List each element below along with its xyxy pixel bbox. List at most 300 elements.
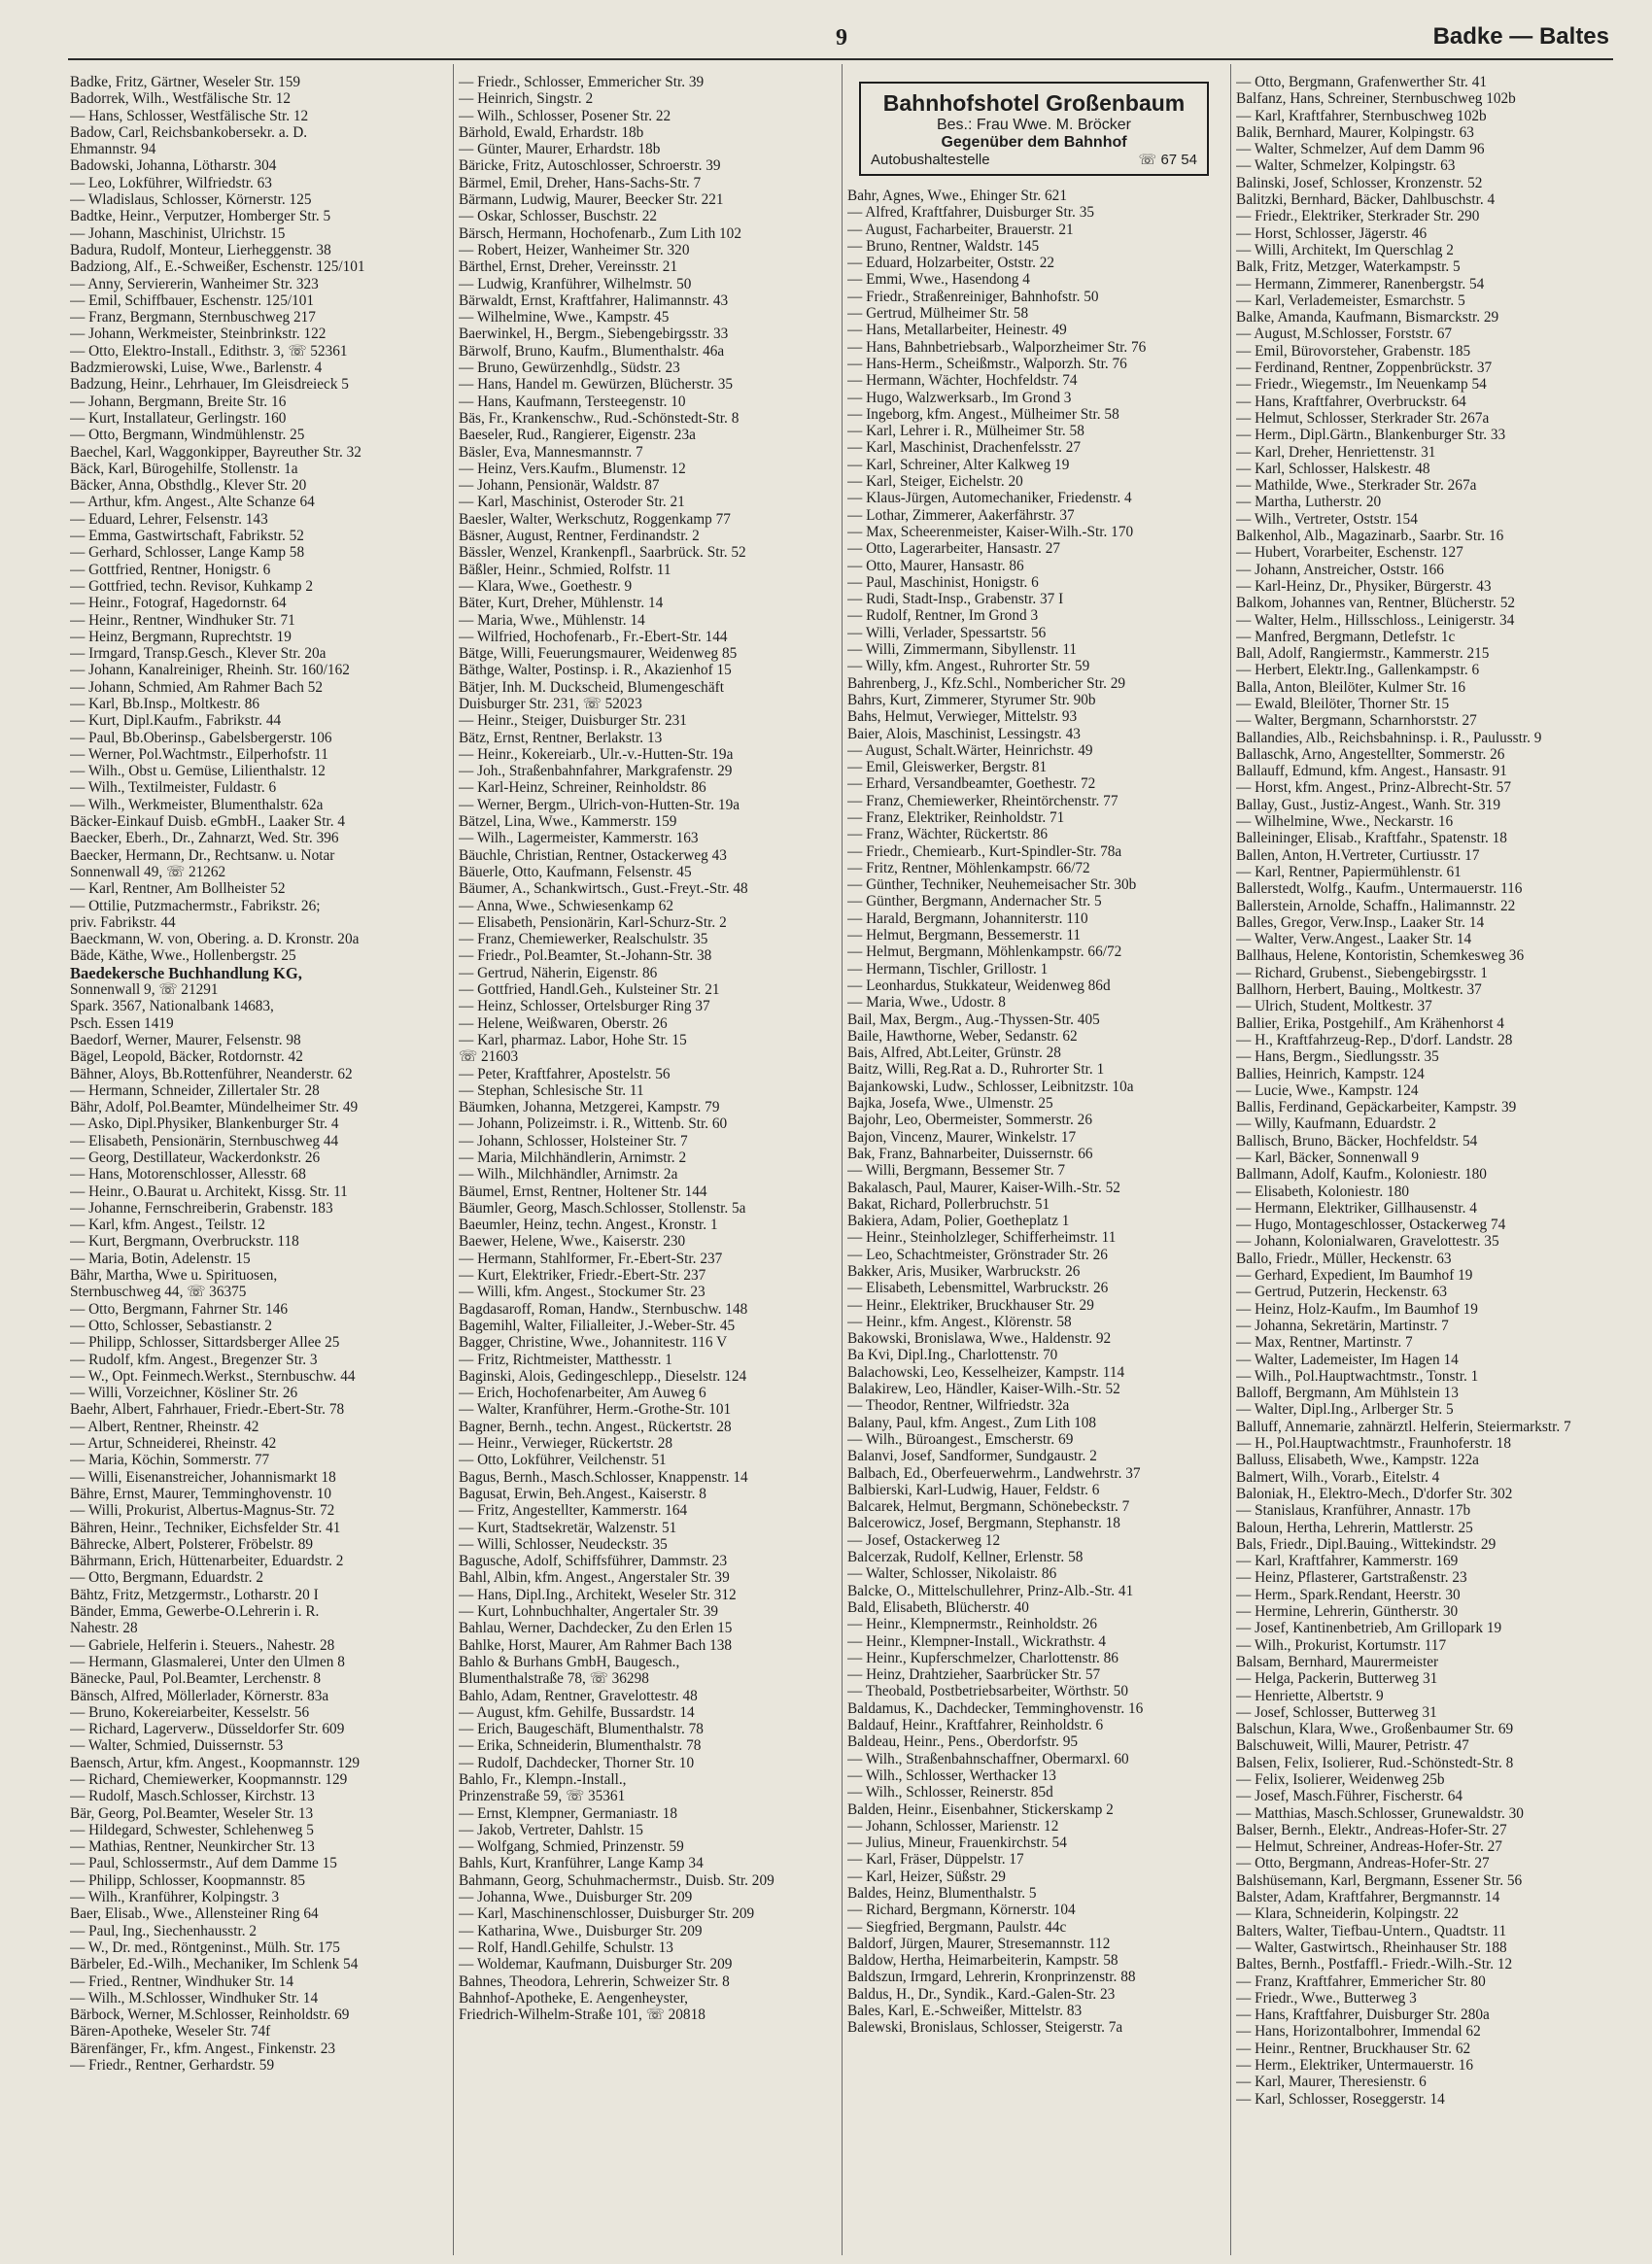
directory-entry: — Otto, Schlosser, Sebastianstr. 2: [70, 1317, 273, 1334]
directory-entry: — Hans, Motorenschlosser, Allesstr. 68: [70, 1166, 306, 1183]
directory-entry: — Wolfgang, Schmied, Prinzenstr. 59: [459, 1838, 684, 1856]
directory-entry: — August, Facharbeiter, Brauerstr. 21: [847, 221, 1074, 238]
directory-entry: — Paul, Schlossermstr., Auf dem Damme 15: [70, 1855, 337, 1872]
directory-entry: Bärbock, Werner, M.Schlosser, Reinholdstr. 69: [70, 2007, 350, 2024]
directory-entry: — Felix, Isolierer, Weidenweg 25b: [1236, 1770, 1445, 1788]
directory-entry: Balachowski, Leo, Kesselheizer, Kampstr. 114: [847, 1363, 1125, 1381]
directory-entry: Balbierski, Karl-Ludwig, Hauer, Feldstr. 6: [847, 1481, 1100, 1498]
directory-entry: Baloun, Hertha, Lehrerin, Mattlerstr. 25: [1236, 1519, 1473, 1536]
directory-entry: — August, Schalt.Wärter, Heinrichstr. 49: [847, 741, 1093, 759]
directory-entry: — W., Opt. Feinmech.Werkst., Sternbuschw. 44: [70, 1367, 356, 1385]
directory-entry: — Wladislaus, Schlosser, Körnerstr. 125: [70, 191, 312, 209]
directory-entry: priv. Fabrikstr. 44: [70, 913, 176, 931]
directory-entry: Balmert, Wilh., Vorarb., Eitelstr. 4: [1236, 1468, 1440, 1486]
directory-entry: Bätge, Willi, Feuerungsmaurer, Weidenweg 85: [459, 645, 738, 663]
directory-entry: — Hermann, Stahlformer, Fr.-Ebert-Str. 237: [459, 1250, 723, 1267]
directory-entry: Baedorf, Werner, Maurer, Felsenstr. 98: [70, 1031, 301, 1048]
directory-entry: — Herm., Dipl.Gärtn., Blankenburger Str. 33: [1236, 427, 1506, 444]
ad-owner: Bes.: Frau Wwe. M. Bröcker: [936, 117, 1132, 133]
directory-entry: — Heinr., Klempnermstr., Reinholdstr. 26: [847, 1616, 1098, 1633]
directory-entry: Bagusat, Erwin, Beh.Angest., Kaiserstr. 8: [459, 1485, 706, 1502]
directory-entry: — Kurt, Bergmann, Overbruckstr. 118: [70, 1233, 299, 1251]
directory-entry: — Richard, Chemiewerker, Koopmannstr. 129: [70, 1770, 348, 1788]
directory-entry: Baecker, Hermann, Dr., Rechtsanw. u. Notar: [70, 846, 335, 864]
directory-entry: — Alfred, Kraftfahrer, Duisburger Str. 35: [847, 204, 1094, 222]
directory-entry: — Helmut, Bergmann, Möhlenkampstr. 66/72: [847, 943, 1122, 961]
directory-entry: — Gabriele, Helferin i. Steuers., Nahestr. 28: [70, 1636, 335, 1654]
directory-entry: Bahnes, Theodora, Lehrerin, Schweizer Str. 8: [459, 1972, 730, 1990]
directory-entry: Badtke, Heinr., Verputzer, Homberger Str. 5: [70, 208, 331, 225]
directory-entry: — Karl, Steiger, Eichelstr. 20: [847, 473, 1023, 491]
directory-entry: — Franz, Chemiewerker, Realschulstr. 35: [459, 931, 708, 948]
directory-entry: — Gertrud, Näherin, Eigenstr. 86: [459, 964, 658, 981]
directory-entry: Ballier, Erika, Postgehilf., Am Krähenhorst 4: [1236, 1014, 1504, 1032]
ad-stop: Autobushaltestelle: [871, 152, 990, 168]
directory-entry: Bahlau, Werner, Dachdecker, Zu den Erlen 15: [459, 1620, 733, 1637]
directory-entry: — Lothar, Zimmerer, Aakerfährstr. 37: [847, 506, 1075, 524]
directory-entry: — Peter, Kraftfahrer, Apostelstr. 56: [459, 1065, 671, 1082]
directory-entry: — Heinr., Steinholzleger, Schifferheimstr. 11: [847, 1229, 1117, 1247]
directory-entry: — Ludwig, Kranführer, Wilhelmstr. 50: [459, 275, 692, 292]
directory-entry: — Helmut, Bergmann, Bessemerstr. 11: [847, 927, 1082, 944]
ad-title: Bahnhofshotel Großenbaum: [882, 90, 1186, 116]
directory-entry: Baehr, Albert, Fahrhauer, Friedr.-Ebert-Str. 78: [70, 1401, 345, 1419]
directory-entry: Ballandies, Alb., Reichsbahninsp. i. R., Paulusstr. 9: [1236, 729, 1542, 746]
directory-entry: — Karl, pharmaz. Labor, Hohe Str. 15: [459, 1031, 687, 1048]
directory-entry: — Heinz, Bergmann, Ruprechtstr. 19: [70, 628, 292, 645]
directory-entry: Bärbeler, Ed.-Wilh., Mechaniker, Im Schlenk 54: [70, 1956, 359, 1973]
directory-entry: — Erich, Baugeschäft, Blumenthalstr. 78: [459, 1721, 704, 1738]
directory-entry: — Lucie, Wwe., Kampstr. 124: [1236, 1081, 1419, 1099]
directory-entry: Balsen, Felix, Isolierer, Rud.-Schönstedt-Str. 8: [1236, 1754, 1514, 1771]
column-divider: [1230, 64, 1231, 2255]
directory-entry: Bail, Max, Bergm., Aug.-Thyssen-Str. 405: [847, 1011, 1100, 1028]
directory-entry: Bals, Friedr., Dipl.Bauing., Wittekindstr. 29: [1236, 1535, 1497, 1553]
directory-entry: — Hans, Bahnbetriebsarb., Walporzheimer Str. 76: [847, 338, 1147, 356]
directory-entry: — Kurt, Elektriker, Friedr.-Ebert-Str. 237: [459, 1267, 706, 1285]
directory-entry: Baile, Hawthorne, Weber, Sedanstr. 62: [847, 1027, 1078, 1045]
directory-entry: — Ulrich, Student, Moltkestr. 37: [1236, 998, 1432, 1015]
directory-entry: — Erika, Schneiderin, Blumenthalstr. 78: [459, 1737, 702, 1755]
directory-entry: Bähre, Ernst, Maurer, Temminghovenstr. 10: [70, 1485, 332, 1502]
directory-entry: — Karl-Heinz, Schreiner, Reinholdstr. 86: [459, 779, 706, 797]
directory-entry: Ballhorn, Herbert, Bauing., Moltkestr. 37: [1236, 981, 1482, 999]
directory-entry: Balbach, Ed., Oberfeuerwehrm., Landwehrstr. 37: [847, 1464, 1141, 1482]
directory-entry: — Wilh., Lagermeister, Kammerstr. 163: [459, 830, 699, 847]
directory-entry: — Wilh., Kranführer, Kolpingstr. 3: [70, 1889, 280, 1906]
directory-entry: — Manfred, Bergmann, Detlefstr. 1c: [1236, 628, 1456, 645]
directory-entry: Balfanz, Hans, Schreiner, Sternbuschweg 102b: [1236, 90, 1516, 108]
directory-entry: Bakker, Aris, Musiker, Warbruckstr. 26: [847, 1263, 1081, 1280]
directory-entry: Baeckmann, W. von, Obering. a. D. Kronstr. 20a: [70, 931, 360, 948]
directory-entry: — Josef, Kantinenbetrieb, Am Grillopark 19: [1236, 1620, 1502, 1637]
directory-entry: — Heinr., Kupferschmelzer, Charlottenstr. 86: [847, 1649, 1119, 1666]
directory-entry: Badziong, Alf., E.-Schweißer, Eschenstr. 125/101: [70, 258, 365, 276]
directory-entry: — Martha, Lutherstr. 20: [1236, 494, 1382, 511]
directory-entry: — Wilh., Schlosser, Reinerstr. 85d: [847, 1784, 1053, 1801]
directory-entry: Badzung, Heinr., Lehrhauer, Im Gleisdreieck 5: [70, 376, 349, 394]
directory-entry: Baldamus, K., Dachdecker, Temminghovenstr. 16: [847, 1699, 1144, 1717]
directory-entry: Ballauff, Edmund, kfm. Angest., Hansastr. 91: [1236, 763, 1507, 780]
directory-entry: — Otto, Lagerarbeiter, Hansastr. 27: [847, 540, 1060, 558]
directory-entry: — Rudolf, Masch.Schlosser, Kirchstr. 13: [70, 1788, 315, 1805]
directory-entry: — Walter, Gastwirtsch., Rheinhauser Str. 188: [1236, 1938, 1507, 1956]
directory-entry: — Helene, Weißwaren, Oberstr. 26: [459, 1014, 668, 1032]
directory-entry: — Hildegard, Schwester, Schlehenweg 5: [70, 1821, 314, 1838]
directory-entry: — Günther, Bergmann, Andernacher Str. 5: [847, 893, 1102, 910]
directory-entry: — Wilh., Vertreter, Oststr. 154: [1236, 510, 1418, 528]
directory-entry: Bahl, Albin, kfm. Angest., Angerstaler Str. 39: [459, 1569, 730, 1587]
directory-entry: — Friedr., Schlosser, Emmericher Str. 39: [459, 74, 705, 90]
directory-entry: Ballmann, Adolf, Kaufm., Koloniestr. 180: [1236, 1166, 1487, 1183]
directory-entry: — Hermine, Lehrerin, Güntherstr. 30: [1236, 1603, 1459, 1621]
directory-entry: Balla, Anton, Bleilöter, Kulmer Str. 16: [1236, 678, 1466, 696]
directory-entry: Bässler, Wenzel, Krankenpfl., Saarbrück. Str. 52: [459, 544, 746, 562]
directory-entry: Badzmierowski, Luise, Wwe., Barlenstr. 4: [70, 360, 323, 377]
directory-entry: Bäs, Fr., Krankenschw., Rud.-Schönstedt-Str. 8: [459, 409, 740, 427]
directory-entry: — Heinz, Drahtzieher, Saarbrücker Str. 57: [847, 1666, 1101, 1684]
directory-entry: Ballerstein, Arnolde, Schaffn., Halimannstr. 22: [1236, 897, 1516, 914]
directory-entry: — Richard, Grubenst., Siebengebirgsstr. 1: [1236, 964, 1488, 981]
directory-entry: — Robert, Heizer, Wanheimer Str. 320: [459, 241, 690, 258]
directory-entry: — Gerhard, Schlosser, Lange Kamp 58: [70, 544, 305, 562]
directory-entry: Balluff, Annemarie, zahnärztl. Helferin, Steiermarkstr. 7: [1236, 1418, 1571, 1435]
directory-entry: — Heinr., kfm. Angest., Klörenstr. 58: [847, 1313, 1072, 1330]
directory-entry: Balcarek, Helmut, Bergmann, Schönebeckstr. 7: [847, 1498, 1130, 1516]
directory-entry: Bais, Alfred, Abt.Leiter, Grünstr. 28: [847, 1045, 1061, 1062]
directory-entry: — Horst, kfm. Angest., Prinz-Albrecht-Str. 57: [1236, 779, 1511, 797]
directory-entry: — Franz, Wächter, Rückertstr. 86: [847, 826, 1048, 843]
directory-entry: — Kurt, Dipl.Kaufm., Fabrikstr. 44: [70, 712, 282, 730]
directory-entry: — Herm., Elektriker, Untermauerstr. 16: [1236, 2057, 1474, 2075]
directory-entry: Ballis, Ferdinand, Gepäckarbeiter, Kampstr. 39: [1236, 1099, 1517, 1116]
directory-entry: Bär, Georg, Pol.Beamter, Weseler Str. 13: [70, 1804, 314, 1822]
directory-entry: Bajka, Josefa, Wwe., Ulmenstr. 25: [847, 1095, 1053, 1113]
directory-entry: — Werner, Pol.Wachtmstr., Eilperhofstr. 11: [70, 745, 328, 763]
directory-entry: Bätzel, Lina, Wwe., Kammerstr. 159: [459, 813, 677, 831]
directory-entry: — Oskar, Schlosser, Buschstr. 22: [459, 208, 657, 225]
directory-entry: — Bruno, Gewürzenhdlg., Südstr. 23: [459, 360, 680, 377]
directory-entry: — Franz, Bergmann, Sternbuschweg 217: [70, 309, 316, 326]
directory-entry: Baldeau, Heinr., Pens., Oberdorfstr. 95: [847, 1733, 1079, 1751]
directory-entry: — Josef, Ostackerweg 12: [847, 1531, 1001, 1549]
directory-entry: — Walter, Schmelzer, Auf dem Damm 96: [1236, 141, 1485, 158]
directory-entry: Balitzki, Bernhard, Bäcker, Dahlbuschstr. 4: [1236, 191, 1496, 209]
directory-entry: — Albert, Rentner, Rheinstr. 42: [70, 1418, 259, 1435]
directory-entry: — Harald, Bergmann, Johanniterstr. 110: [847, 909, 1088, 927]
directory-entry: — Johann, Polizeimstr. i. R., Wittenb. Str. 60: [459, 1115, 728, 1133]
directory-entry: — Leo, Lokführer, Wilfriedstr. 63: [70, 174, 272, 191]
directory-entry: — Ottilie, Putzmachermstr., Fabrikstr. 26;: [70, 897, 321, 914]
directory-entry: — Otto, Maurer, Hansastr. 86: [847, 557, 1024, 574]
directory-entry: Bänsch, Alfred, Möllerlader, Körnerstr. 83a: [70, 1687, 329, 1704]
directory-entry: — Heinr., Fotograf, Hagedornstr. 64: [70, 595, 287, 612]
directory-entry: Balden, Heinr., Eisenbahner, Stickerskamp 2: [847, 1801, 1114, 1818]
directory-entry: — Karl, Maschinist, Drachenfelsstr. 27: [847, 439, 1082, 457]
directory-entry: Bahmann, Georg, Schuhmachermstr., Duisb. Str. 209: [459, 1871, 774, 1889]
running-head: Badke — Baltes: [1432, 23, 1609, 50]
directory-entry: — Walter, Schlosser, Nikolaistr. 86: [847, 1565, 1057, 1583]
directory-entry: — Walter, Kranführer, Herm.-Grothe-Str. 101: [459, 1401, 732, 1419]
directory-entry: Bäck, Karl, Bürogehilfe, Stollenstr. 1a: [70, 460, 298, 477]
directory-entry: Balshüsemann, Karl, Bergmann, Essener Str. 56: [1236, 1871, 1523, 1889]
directory-entry: Balik, Bernhard, Maurer, Kolpingstr. 63: [1236, 123, 1474, 141]
directory-entry: Bäumken, Johanna, Metzgerei, Kampstr. 79: [459, 1099, 720, 1116]
directory-entry: Balewski, Bronislaus, Schlosser, Steigerstr. 7a: [847, 2019, 1123, 2037]
directory-entry: Bäricke, Fritz, Autoschlosser, Schroerstr. 39: [459, 157, 721, 175]
directory-entry: — Johanne, Fernschreiberin, Grabenstr. 183: [70, 1199, 333, 1217]
column-1: [70, 74, 451, 2074]
hotel-advertisement: [859, 82, 1209, 176]
directory-entry: Bakalasch, Paul, Maurer, Kaiser-Wilh.-Str. 52: [847, 1179, 1120, 1196]
directory-entry: — Paul, Maschinist, Honigstr. 6: [847, 573, 1039, 591]
column-divider: [842, 64, 843, 2255]
directory-entry: Bärmann, Ludwig, Maurer, Beecker Str. 221: [459, 191, 724, 209]
directory-entry: Bäsner, August, Rentner, Ferdinandstr. 2: [459, 528, 700, 545]
directory-entry: Ballay, Gust., Justiz-Angest., Wanh. Str. 319: [1236, 796, 1500, 813]
directory-entry: — Karl, Schreiner, Alter Kalkweg 19: [847, 456, 1070, 473]
directory-entry: Bäde, Käthe, Wwe., Hollenbergstr. 25: [70, 947, 296, 965]
directory-entry: — Elisabeth, Lebensmittel, Warbruckstr. 26: [847, 1280, 1109, 1297]
directory-entry: — Wilh., Büroangest., Emscherstr. 69: [847, 1430, 1074, 1448]
directory-entry: Bänder, Emma, Gewerbe-O.Lehrerin i. R.: [70, 1603, 320, 1621]
directory-entry: Ballisch, Bruno, Bäcker, Hochfeldstr. 54: [1236, 1132, 1478, 1149]
directory-entry: Ballo, Friedr., Müller, Heckenstr. 63: [1236, 1250, 1452, 1267]
directory-entry: — Anny, Serviererin, Wanheimer Str. 323: [70, 275, 319, 292]
directory-entry: — Franz, Kraftfahrer, Emmericher Str. 80: [1236, 1972, 1486, 1990]
directory-entry: — Theobald, Postbetriebsarbeiter, Wörthstr. 50: [847, 1683, 1128, 1700]
directory-entry: — Heinr., Rentner, Windhuker Str. 71: [70, 611, 295, 629]
directory-entry: — Heinr., Elektriker, Bruckhauser Str. 29: [847, 1296, 1094, 1314]
directory-entry: — Karl, Bb.Insp., Moltkestr. 86: [70, 695, 260, 712]
directory-entry: — Otto, Bergmann, Eduardstr. 2: [70, 1569, 263, 1587]
directory-entry: Bäumer, A., Schankwirtsch., Gust.-Freyt.-Str. 48: [459, 880, 748, 898]
directory-entry: — Otto, Bergmann, Andreas-Hofer-Str. 27: [1236, 1855, 1490, 1872]
directory-entry: Baedekersche Buchhandlung KG,: [70, 964, 302, 982]
directory-entry: — Wilfried, Hochofenarb., Fr.-Ebert-Str. 144: [459, 628, 728, 645]
directory-entry: — Willy, kfm. Angest., Ruhrorter Str. 59: [847, 658, 1090, 675]
directory-entry: Ballhaus, Helene, Kontoristin, Schemkesweg 36: [1236, 947, 1525, 965]
directory-entry: Bähtz, Fritz, Metzgermstr., Lotharstr. 20 I: [70, 1586, 319, 1603]
directory-entry: — Wilh., Pol.Hauptwachtmstr., Tonstr. 1: [1236, 1367, 1479, 1385]
directory-entry: — Rolf, Handl.Gehilfe, Schulstr. 13: [459, 1938, 673, 1956]
directory-entry: — Karl, Maschinenschlosser, Duisburger Str. 209: [459, 1905, 755, 1923]
directory-entry: — Emil, Bürovorsteher, Grabenstr. 185: [1236, 342, 1471, 360]
directory-entry: — Günter, Maurer, Erhardstr. 18b: [459, 141, 661, 158]
directory-entry: — Otto, Bergmann, Fahrner Str. 146: [70, 1300, 289, 1318]
directory-entry: — Elisabeth, Pensionärin, Karl-Schurz-Str. 2: [459, 913, 727, 931]
directory-entry: — Walter, Schmied, Duissernstr. 53: [70, 1737, 284, 1755]
directory-entry: — Eduard, Lehrer, Felsenstr. 143: [70, 510, 268, 528]
directory-entry: — August, kfm. Gehilfe, Bussardstr. 14: [459, 1703, 695, 1721]
directory-entry: Bales, Karl, E.-Schweißer, Mittelstr. 83: [847, 2003, 1083, 2020]
directory-entry: — Rudolf, Rentner, Im Grond 3: [847, 607, 1039, 625]
directory-entry: — Heinr., Verwieger, Rückertstr. 28: [459, 1435, 673, 1453]
directory-entry: — Klara, Wwe., Goethestr. 9: [459, 577, 633, 595]
directory-entry: — Helmut, Schreiner, Andreas-Hofer-Str. 27: [1236, 1838, 1502, 1856]
directory-entry: — Willy, Kaufmann, Eduardstr. 2: [1236, 1115, 1436, 1133]
directory-entry: Ballerstedt, Wolfg., Kaufm., Untermauerstr. 116: [1236, 880, 1523, 898]
directory-entry: Bäcker, Anna, Obsthdlg., Klever Str. 20: [70, 477, 307, 495]
directory-entry: Balanvi, Josef, Sandformer, Sundgaustr. 2: [847, 1448, 1097, 1465]
directory-entry: Balakirew, Leo, Händler, Kaiser-Wilh.-Str. 52: [847, 1381, 1120, 1398]
directory-entry: Bähner, Aloys, Bb.Rottenführer, Neanderstr. 62: [70, 1065, 353, 1082]
directory-entry: — Helmut, Schlosser, Sterkrader Str. 267a: [1236, 409, 1490, 427]
directory-entry: Bahrenberg, J., Kfz.Schl., Nombericher Str. 29: [847, 674, 1126, 692]
directory-entry: — Maria, Köchin, Sommerstr. 77: [70, 1452, 270, 1469]
directory-entry: Baeseler, Rud., Rangierer, Eigenstr. 23a: [459, 427, 696, 444]
directory-entry: Baier, Alois, Maschinist, Lessingstr. 43: [847, 725, 1081, 742]
column-4: [1236, 74, 1617, 2108]
directory-entry: Bahs, Helmut, Verwieger, Mittelstr. 93: [847, 708, 1078, 726]
directory-entry: — Max, Rentner, Martinstr. 7: [1236, 1334, 1413, 1352]
directory-entry: — Friedr., Elektriker, Sterkrader Str. 290: [1236, 208, 1480, 225]
directory-entry: — Fritz, Angestellter, Kammerstr. 164: [459, 1502, 688, 1520]
directory-entry: — Klaus-Jürgen, Automechaniker, Friedenstr. 4: [847, 490, 1132, 507]
directory-entry: — Ingeborg, kfm. Angest., Mülheimer Str. 58: [847, 405, 1119, 423]
directory-entry: — Walter, Schmelzer, Kolpingstr. 63: [1236, 157, 1456, 175]
directory-entry: — Otto, Lokführer, Veilchenstr. 51: [459, 1452, 667, 1469]
directory-entry: Prinzenstraße 59, ☏ 35361: [459, 1788, 626, 1805]
directory-entry: — Erhard, Versandbeamter, Goethestr. 72: [847, 775, 1096, 793]
directory-entry: — Johann, Pensionär, Waldstr. 87: [459, 477, 660, 495]
directory-entry: — Karl, Schlosser, Roseggerstr. 14: [1236, 2090, 1445, 2108]
directory-entry: — Willi, Zimmermann, Sibyllenstr. 11: [847, 641, 1078, 659]
directory-entry: Bähr, Adolf, Pol.Beamter, Mündelheimer Str. 49: [70, 1099, 359, 1116]
directory-entry: — Joh., Straßenbahnfahrer, Markgrafenstr. 29: [459, 763, 733, 780]
directory-entry: — Artur, Schneiderei, Rheinstr. 42: [70, 1435, 277, 1453]
directory-entry: — Hermann, Wächter, Hochfeldstr. 74: [847, 372, 1078, 390]
directory-entry: — Mathias, Rentner, Neunkircher Str. 13: [70, 1838, 315, 1856]
directory-entry: — Maria, Wwe., Mühlenstr. 14: [459, 611, 645, 629]
directory-entry: Ball, Adolf, Rangiermstr., Kammerstr. 215: [1236, 645, 1490, 663]
directory-entry: — Siegfried, Bergmann, Paulstr. 44c: [847, 1918, 1067, 1936]
directory-entry: Bagemihl, Walter, Filialleiter, J.-Weber-Str. 45: [459, 1317, 736, 1334]
directory-entry: Bahlo, Fr., Klempn.-Install.,: [459, 1770, 627, 1788]
column-2: [459, 74, 840, 2023]
directory-entry: Bäuerle, Otto, Kaufmann, Felsenstr. 45: [459, 863, 692, 880]
directory-entry: — Heinr., Steiger, Duisburger Str. 231: [459, 712, 687, 730]
directory-entry: Balschuweit, Willi, Maurer, Petristr. 47: [1236, 1737, 1469, 1755]
directory-entry: Bakat, Richard, Pollerbruchstr. 51: [847, 1195, 1050, 1213]
directory-entry: — Philipp, Schlosser, Sittardsberger Allee 25: [70, 1334, 340, 1352]
directory-entry: — Günther, Techniker, Neuhemeisacher Str. 30b: [847, 876, 1137, 894]
directory-entry: — Karl, Rentner, Am Bollheister 52: [70, 880, 286, 898]
directory-entry: — Friedr., Pol.Beamter, St.-Johann-Str. 38: [459, 947, 712, 965]
directory-entry: — Johann, Kanalreiniger, Rheinh. Str. 160/162: [70, 662, 350, 679]
directory-entry: — Woldemar, Kaufmann, Duisburger Str. 209: [459, 1956, 733, 1973]
directory-entry: — Eduard, Holzarbeiter, Oststr. 22: [847, 255, 1055, 272]
directory-entry: — Elisabeth, Pensionärin, Sternbuschweg 44: [70, 1132, 339, 1149]
directory-entry: Baldorf, Jürgen, Maurer, Stresemannstr. 112: [847, 1935, 1111, 1952]
directory-entry: — Georg, Destillateur, Wackerdonkstr. 26: [70, 1149, 321, 1166]
directory-entry: — Johanna, Sekretärin, Martinstr. 7: [1236, 1317, 1449, 1334]
directory-entry: — Gerhard, Expedient, Im Baumhof 19: [1236, 1267, 1473, 1285]
directory-entry: Badowski, Johanna, Lötharstr. 304: [70, 157, 277, 175]
directory-entry: — Asko, Dipl.Physiker, Blankenburger Str. 4: [70, 1115, 339, 1133]
ad-phone: ☏ 67 54: [1138, 152, 1197, 168]
directory-entry: — Friedr., Wwe., Butterweg 3: [1236, 1989, 1417, 2007]
directory-entry: — Walter, Dipl.Ing., Arlberger Str. 5: [1236, 1401, 1454, 1419]
directory-entry: Bärsch, Hermann, Hochofenarb., Zum Lith 102: [459, 224, 741, 242]
directory-entry: — Emil, Schiffbauer, Eschenstr. 125/101: [70, 292, 315, 309]
directory-entry: — Bruno, Rentner, Waldstr. 145: [847, 237, 1040, 255]
directory-entry: — Karl, Verlademeister, Esmarchstr. 5: [1236, 292, 1465, 309]
directory-entry: — Heinrich, Singstr. 2: [459, 90, 594, 108]
directory-entry: — Wilhelmine, Wwe., Neckarstr. 16: [1236, 813, 1454, 831]
directory-entry: — Herm., Spark.Rendant, Heerstr. 30: [1236, 1586, 1461, 1603]
directory-entry: Bajohr, Leo, Obermeister, Sommerstr. 26: [847, 1112, 1092, 1129]
directory-entry: Bäthge, Walter, Postinsp. i. R., Akazienhof 15: [459, 662, 732, 679]
directory-entry: Spark. 3567, Nationalbank 14683,: [70, 998, 274, 1015]
directory-entry: Badorrek, Wilh., Westfälische Str. 12: [70, 90, 292, 108]
directory-entry: Bagger, Christine, Wwe., Johannitestr. 116 V: [459, 1334, 728, 1352]
directory-entry: Bakiera, Adam, Polier, Goetheplatz 1: [847, 1213, 1070, 1230]
directory-entry: — Hubert, Vorarbeiter, Eschenstr. 127: [1236, 544, 1463, 562]
directory-entry: Baginski, Alois, Gedingeschlepp., Dieselstr. 124: [459, 1367, 747, 1385]
directory-entry: — Richard, Lagerverw., Düsseldorfer Str. 609: [70, 1721, 345, 1738]
directory-entry: — Leo, Schachtmeister, Grönstrader Str. 26: [847, 1246, 1108, 1263]
directory-entry: — Herbert, Elektr.Ing., Gallenkampstr. 6: [1236, 662, 1480, 679]
directory-entry: Bahlo & Burhans GmbH, Baugesch.,: [459, 1653, 680, 1670]
directory-entry: Duisburger Str. 231, ☏ 52023: [459, 695, 642, 712]
directory-entry: Balany, Paul, kfm. Angest., Zum Lith 108: [847, 1414, 1097, 1431]
directory-entry: ☏ 21603: [459, 1048, 519, 1066]
directory-entry: — Fritz, Richtmeister, Matthesstr. 1: [459, 1351, 672, 1368]
directory-entry: Bäßler, Heinr., Schmied, Rolfstr. 11: [459, 561, 671, 578]
directory-entry: Sternbuschweg 44, ☏ 36375: [70, 1284, 247, 1301]
directory-entry: — Fritz, Rentner, Möhlenkampstr. 66/72: [847, 859, 1090, 876]
directory-entry: — Willi, kfm. Angest., Stockumer Str. 23: [459, 1284, 706, 1301]
directory-entry: Blumenthalstraße 78, ☏ 36298: [459, 1670, 649, 1688]
directory-entry: — Mathilde, Wwe., Sterkrader Str. 267a: [1236, 477, 1477, 495]
directory-entry: Psch. Essen 1419: [70, 1014, 174, 1032]
directory-entry: Bahnhof-Apotheke, E. Aengenheyster,: [459, 1989, 688, 2007]
directory-entry: — Franz, Chemiewerker, Rheintörchenstr. 77: [847, 792, 1119, 809]
directory-entry: Bäter, Kurt, Dreher, Mühlenstr. 14: [459, 595, 664, 612]
directory-entry: Baerwinkel, H., Bergm., Siebengebirgsstr. 33: [459, 326, 729, 343]
directory-entry: — Gottfried, Handl.Geh., Kulsteiner Str. 21: [459, 981, 720, 999]
directory-entry: — Karl, Kraftfahrer, Kammerstr. 169: [1236, 1553, 1459, 1570]
directory-entry: — Anna, Wwe., Schwiesenkamp 62: [459, 897, 674, 914]
directory-entry: Baesler, Walter, Werkschutz, Roggenkamp 77: [459, 510, 731, 528]
directory-entry: Baldauf, Heinr., Kraftfahrer, Reinholdstr. 6: [847, 1717, 1104, 1734]
directory-entry: — Kurt, Installateur, Gerlingstr. 160: [70, 409, 287, 427]
directory-entry: — Rudolf, Dachdecker, Thorner Str. 10: [459, 1754, 695, 1771]
directory-entry: — Kurt, Lohnbuchhalter, Angertaler Str. 39: [459, 1603, 719, 1621]
directory-entry: — Heinr., O.Baurat u. Architekt, Kissg. Str. 11: [70, 1183, 348, 1200]
directory-entry: Baloniak, H., Elektro-Mech., D'dorfer Str. 302: [1236, 1485, 1513, 1502]
directory-entry: — Heinz, Pflasterer, Gartstraßenstr. 23: [1236, 1569, 1467, 1587]
directory-entry: — Hans, Handel m. Gewürzen, Blücherstr. 35: [459, 376, 734, 394]
directory-entry: — Irmgard, Transp.Gesch., Klever Str. 20a: [70, 645, 327, 663]
directory-entry: Balloff, Bergmann, Am Mühlstein 13: [1236, 1385, 1459, 1402]
directory-entry: Baitz, Willi, Reg.Rat a. D., Ruhrorter Str. 1: [847, 1061, 1105, 1079]
directory-entry: Bahrs, Kurt, Zimmerer, Styrumer Str. 90b: [847, 691, 1096, 708]
ad-contact-row: [871, 152, 1197, 169]
directory-entry: Ballies, Heinrich, Kampstr. 124: [1236, 1065, 1425, 1082]
directory-entry: — Hans-Herm., Scheißmstr., Walporzh. Str. 76: [847, 355, 1127, 372]
directory-entry: — Hermann, Zimmerer, Ranenbergstr. 54: [1236, 275, 1485, 292]
directory-entry: — Johann, Schmied, Am Rahmer Bach 52: [70, 678, 324, 696]
directory-entry: Badke, Fritz, Gärtner, Weseler Str. 159: [70, 74, 301, 90]
directory-entry: — Friedr., Chemiearb., Kurt-Spindler-Str. 78a: [847, 842, 1122, 860]
directory-entry: — Wilh., Milchhändler, Arnimstr. 2a: [459, 1166, 678, 1183]
directory-entry: — Richard, Bergmann, Körnerstr. 104: [847, 1902, 1076, 1919]
directory-entry: Baecker, Eberh., Dr., Zahnarzt, Wed. Str. 396: [70, 830, 339, 847]
directory-entry: — Arthur, kfm. Angest., Alte Schanze 64: [70, 494, 315, 511]
directory-entry: — Johann, Bergmann, Breite Str. 16: [70, 393, 287, 410]
